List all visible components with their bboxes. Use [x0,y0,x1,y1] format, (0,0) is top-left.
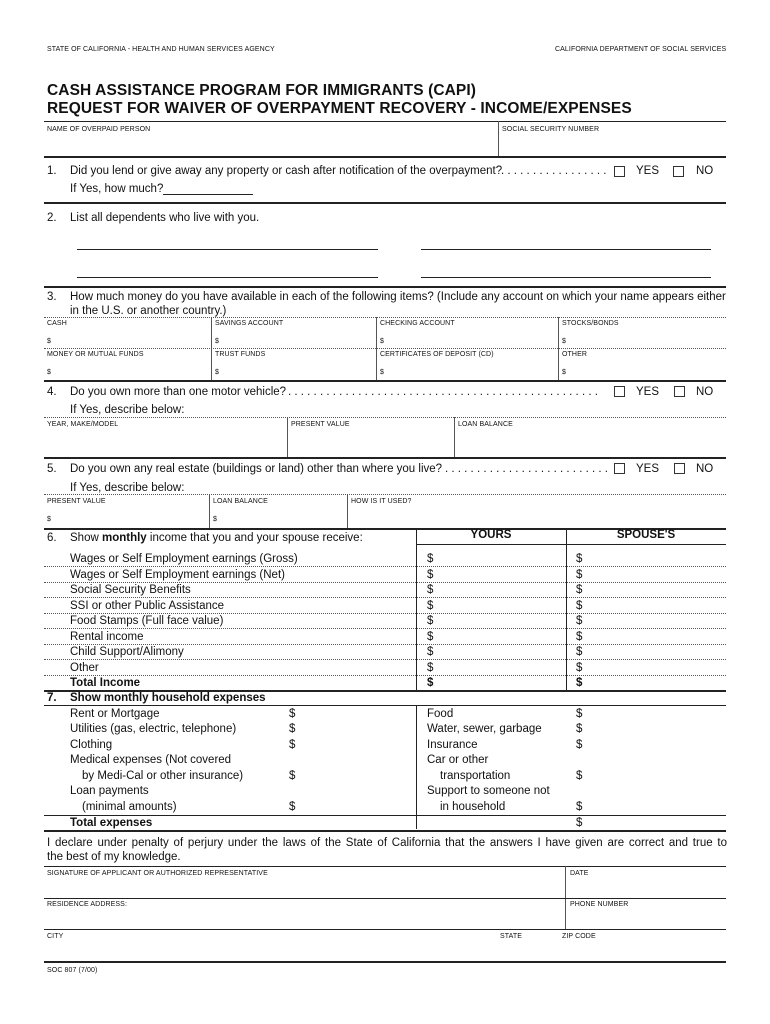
q1-no-checkbox[interactable] [673,166,684,177]
total-income-spouse-dollar[interactable]: $ [576,677,583,689]
phone-label: PHONE NUMBER [570,901,629,908]
cash-dollar[interactable]: $ [47,338,51,345]
income-row-1-spouse-dollar[interactable]: $ [576,568,583,581]
how-used-field[interactable] [351,506,721,526]
q1-yes-label: YES [636,165,660,177]
q5-followup: If Yes, describe below: [70,482,185,494]
total-income-yours-dollar[interactable]: $ [427,677,434,689]
year-make-model-label: YEAR, MAKE/MODEL [47,421,119,428]
income-row-6-label: Child Support/Alimony [70,646,184,658]
clothing-label: Clothing [70,739,113,751]
food-label: Food [427,708,454,720]
car-dollar[interactable]: $ [576,770,583,782]
q1-no-label: NO [696,165,714,177]
zip-field[interactable] [562,942,722,958]
q4-dots: . . . . . . . . . . . . . . . . . . . . . . . . . . . . . . . . . . . . . . . . . . . . . . . . . [288,386,598,398]
income-row-0-spouse-dollar[interactable]: $ [576,553,583,565]
q3-text-line1: How much money do you have available in each of the following items? (Include any account on which your name appears either [70,291,726,303]
rent-dollar[interactable]: $ [289,708,296,720]
declaration-line-1: I declare under penalty of perjury under the laws of the State of California that the answers I have given are correct and true to [47,837,727,849]
agency-label: STATE OF CALIFORNIA - HEALTH AND HUMAN SERVICES AGENCY [47,46,275,53]
realestate-present-value-label: PRESENT VALUE [47,498,106,505]
col-spouse-header: SPOUSE'S [616,529,676,541]
city-field[interactable] [48,942,488,958]
support-label-2: in household [440,801,506,813]
q4-no-checkbox[interactable] [674,386,685,397]
medical-dollar[interactable]: $ [289,770,296,782]
date-label: DATE [570,870,589,877]
realestate-value-dollar[interactable]: $ [47,516,51,523]
department-label: CALIFORNIA DEPARTMENT OF SOCIAL SERVICES [555,46,727,53]
water-label: Water, sewer, garbage [427,723,542,735]
q2-number: 2. [47,212,57,224]
q4-followup: If Yes, describe below: [70,404,185,416]
income-row-4-label: Food Stamps (Full face value) [70,615,224,627]
dependent-line-2[interactable] [421,249,711,250]
form-id: SOC 807 (7/00) [47,967,98,974]
support-label-1: Support to someone not [427,785,550,797]
page-subtitle: REQUEST FOR WAIVER OF OVERPAYMENT RECOVERY - INCOME/EXPENSES [47,100,632,117]
trust-label: TRUST FUNDS [215,351,266,358]
income-row-3-yours-dollar[interactable]: $ [427,599,434,612]
stocks-label: STOCKS/BONDS [562,320,619,327]
total-expenses-dollar[interactable]: $ [576,817,583,829]
q1-number: 1. [47,165,57,177]
dependent-line-4[interactable] [421,277,711,278]
insurance-dollar[interactable]: $ [576,739,583,751]
medical-label-2: by Medi-Cal or other insurance) [82,770,244,782]
loan-dollar[interactable]: $ [289,801,296,813]
q1-amount-field[interactable] [163,183,253,195]
income-row-2-label: Social Security Benefits [70,584,191,596]
q5-number: 5. [47,463,57,475]
income-row-6-spouse-dollar[interactable]: $ [576,646,583,658]
income-row-2-spouse-dollar[interactable]: $ [576,584,583,596]
vehicle-description-field[interactable] [48,430,280,454]
q6-number: 6. [47,532,57,544]
income-row-7-yours-dollar[interactable]: $ [427,661,434,674]
stocks-dollar[interactable]: $ [562,338,566,345]
other-label: OTHER [562,351,587,358]
q5-yes-checkbox[interactable] [614,463,625,474]
income-row-5-label: Rental income [70,630,144,643]
food-dollar[interactable]: $ [576,708,583,720]
vehicle-present-value-label: PRESENT VALUE [291,421,350,428]
q5-no-checkbox[interactable] [674,463,685,474]
income-row-1-label: Wages or Self Employment earnings (Net) [70,568,285,581]
income-row-5-yours-dollar[interactable]: $ [427,630,434,643]
q4-no-label: NO [696,386,714,398]
declaration-line-2: the best of my knowledge. [47,851,181,863]
q4-yes-checkbox[interactable] [614,386,625,397]
car-label-1: Car or other [427,754,489,766]
car-label-2: transportation [440,770,511,782]
dependent-line-3[interactable] [77,277,378,278]
q5-dots: . . . . . . . . . . . . . . . . . . . . . . . . . . [445,463,608,475]
trust-dollar[interactable]: $ [215,369,219,376]
income-row-7-label: Other [70,661,99,674]
income-row-7-spouse-dollar[interactable]: $ [576,661,583,674]
q4-text: Do you own more than one motor vehicle? [70,386,287,398]
page-title: CASH ASSISTANCE PROGRAM FOR IMMIGRANTS (CAPI) [47,82,477,99]
state-field[interactable] [500,942,556,958]
income-row-0-yours-dollar[interactable]: $ [427,553,434,565]
total-expenses-label: Total expenses [70,817,153,829]
q6-text: Show monthly income that you and your spouse receive: [70,532,363,544]
city-label: CITY [47,933,64,940]
income-row-2-yours-dollar[interactable]: $ [427,584,434,596]
cd-dollar[interactable]: $ [380,369,384,376]
total-income-label: Total Income [70,677,141,689]
vehicle-loan-balance-label: LOAN BALANCE [458,421,513,428]
insurance-label: Insurance [427,739,478,751]
col-yours-header: YOURS [470,529,512,541]
income-row-5-spouse-dollar[interactable]: $ [576,630,583,643]
income-row-3-spouse-dollar[interactable]: $ [576,599,583,612]
cd-label: CERTIFICATES OF DEPOSIT (CD) [380,351,494,358]
q1-text: Did you lend or give away any property or cash after notification of the overpayment? [70,165,503,177]
zip-label: ZIP CODE [562,933,596,940]
q7-title: Show monthly household expenses [70,692,266,704]
ssn-field-label: SOCIAL SECURITY NUMBER [502,126,600,133]
other-dollar[interactable]: $ [562,369,566,376]
address-label: RESIDENCE ADDRESS: [47,901,127,908]
loan-label-2: (minimal amounts) [82,801,177,813]
vehicle-value-field[interactable] [291,430,449,454]
income-row-3-label: SSI or other Public Assistance [70,599,225,612]
date-field[interactable] [570,878,722,896]
realestate-loan-dollar[interactable]: $ [213,516,217,523]
clothing-dollar[interactable]: $ [289,739,296,751]
q1-dots: . . . . . . . . . . . . . . . . . [501,165,607,177]
cash-label: CASH [47,320,67,327]
q1-yes-checkbox[interactable] [614,166,625,177]
savings-label: SAVINGS ACCOUNT [215,320,284,327]
q4-yes-label: YES [636,386,660,398]
support-dollar[interactable]: $ [576,801,583,813]
income-row-1-yours-dollar[interactable]: $ [427,568,434,581]
address-field[interactable] [48,910,558,928]
savings-dollar[interactable]: $ [215,338,219,345]
dependent-line-1[interactable] [77,249,378,250]
q5-yes-label: YES [636,463,660,475]
signature-field[interactable] [48,878,558,896]
q5-no-label: NO [696,463,714,475]
medical-label-1: Medical expenses (Not covered [70,754,232,766]
income-row-6-yours-dollar[interactable]: $ [427,646,434,658]
q4-number: 4. [47,386,57,398]
q1-followup-label: If Yes, how much? [70,183,164,195]
income-row-4-spouse-dollar[interactable]: $ [576,615,583,627]
name-field-label: NAME OF OVERPAID PERSON [47,126,151,133]
name-field[interactable] [50,134,490,154]
checking-label: CHECKING ACCOUNT [380,320,455,327]
water-dollar[interactable]: $ [576,723,583,735]
money-funds-dollar[interactable]: $ [47,369,51,376]
income-row-0-label: Wages or Self Employment earnings (Gross) [70,553,298,565]
checking-dollar[interactable]: $ [380,338,384,345]
utilities-label: Utilities (gas, electric, telephone) [70,723,237,735]
realestate-loan-balance-label: LOAN BALANCE [213,498,268,505]
loan-label-1: Loan payments [70,785,149,797]
q7-number: 7. [47,692,57,704]
q2-text: List all dependents who live with you. [70,212,260,224]
ssn-field[interactable] [502,134,722,154]
state-label: STATE [500,933,523,940]
phone-field[interactable] [570,910,722,928]
utilities-dollar[interactable]: $ [289,723,296,735]
rent-label: Rent or Mortgage [70,708,160,720]
signature-label: SIGNATURE OF APPLICANT OR AUTHORIZED REPRESENTATIVE [47,870,268,877]
how-used-label: HOW IS IT USED? [351,498,412,505]
q5-text: Do you own any real estate (buildings or land) other than where you live? [70,463,443,475]
q3-text-line2: in the U.S. or another country.) [70,305,227,317]
vehicle-loan-field[interactable] [458,430,722,454]
q3-number: 3. [47,291,57,303]
income-row-4-yours-dollar[interactable]: $ [427,615,434,627]
money-funds-label: MONEY OR MUTUAL FUNDS [47,351,144,358]
